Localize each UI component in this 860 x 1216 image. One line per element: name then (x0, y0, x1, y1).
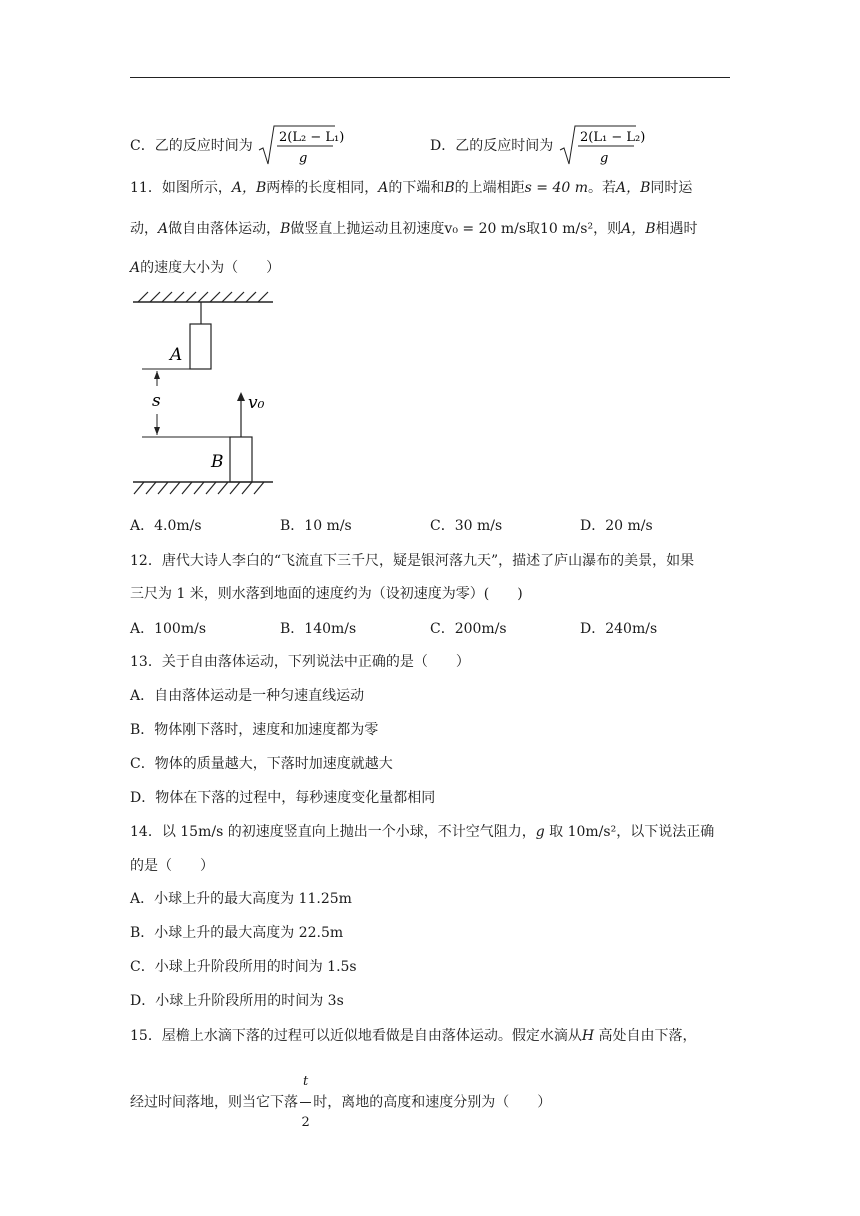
rod-a (190, 324, 211, 369)
q10-option-d (430, 124, 645, 168)
q15-stem-line2: 经过时间落地，则当它下落 $\frac{t}{2}$ 时，离地的高度和速度分别为（ ） (130, 1062, 551, 1143)
q14-stem-line2: 的是（ ） (130, 858, 214, 874)
q11-stem-line3: A的速度大小为（ ） (130, 260, 281, 276)
q12-option-d: D．240m/s (580, 621, 658, 637)
q11-option-c: C．30 m/s (430, 518, 503, 534)
q10-option-d-sqrt (558, 124, 645, 168)
q14-option-d: D．小球上升阶段所用的时间为 3s (130, 993, 344, 1009)
q10-option-d-text: D．乙的反应时间为 (430, 138, 554, 154)
q15-fraction-t-over-2: $\frac{t}{2}$ (300, 1062, 311, 1143)
q12-stem-line2: 三尺为 1 米，则水落到地面的速度约为（设初速度为零）( ) (130, 586, 523, 602)
q14-option-c: C．小球上升阶段所用的时间为 1.5s (130, 959, 357, 975)
v0-arrow (237, 392, 245, 401)
label-v0: v₀ (248, 393, 265, 413)
q12-option-a: A．100m/s (130, 621, 207, 637)
q10-option-c-sqrt (257, 124, 345, 168)
q13-option-d: D．物体在下落的过程中，每秒速度变化量都相同 (130, 790, 436, 806)
q13-option-a: A．自由落体运动是一种匀速直线运动 (130, 688, 365, 704)
q12-stem-line1: 12．唐代大诗人李白的“飞流直下三千尺，疑是银河落九天”，描述了庐山瀑布的美景，如果 (130, 553, 695, 569)
q14-option-a: A．小球上升的最大高度为 11.25m (130, 891, 352, 907)
q15-stem-line1: 15．屋檐上水滴下落的过程可以近似地看做是自由落体运动。假定水滴从H 高处自由下落， (130, 1028, 697, 1044)
label-a: A (170, 345, 183, 365)
q10-option-c-numerator: 2(L₂ − L₁) (279, 130, 345, 145)
q14-option-b: B．小球上升的最大高度为 22.5m (130, 925, 344, 941)
q14-stem-line1: 14．以 15m/s 的初速度竖直向上抛出一个小球，不计空气阻力，g 取 10m/s²，以下说法正确 (130, 824, 715, 840)
q10-option-c-text: C．乙的反应时间为 (130, 138, 253, 154)
q10-option-d-denominator: g (599, 151, 609, 166)
q11-stem-line1: 11．如图所示，A，B两棒的长度相同，A的下端和B的上端相距s = 40 m。若A，B同时运 (130, 180, 693, 196)
q11-option-a: A．4.0m/s (130, 518, 202, 534)
q10-option-c-denominator: g (299, 151, 308, 166)
label-b: B (211, 452, 224, 472)
q11-option-b: B．10 m/s (280, 518, 352, 534)
q11-option-d: D．20 m/s (580, 518, 653, 534)
q13-stem: 13．关于自由落体运动，下列说法中正确的是（ ） (130, 654, 470, 670)
q12-option-c: C．200m/s (430, 621, 507, 637)
rod-b (230, 437, 252, 482)
label-s: s (152, 391, 161, 411)
q10-option-d-numerator: 2(L₁ − L₂) (579, 130, 645, 145)
q12-option-b: B．140m/s (280, 621, 357, 637)
q10-option-c (130, 124, 345, 168)
q11-figure (128, 290, 278, 502)
header-rule (130, 77, 730, 78)
q13-option-c: C．物体的质量越大，下落时加速度就越大 (130, 756, 393, 772)
q11-stem-line2: 动，A做自由落体运动，B做竖直上抛运动且初速度v₀ = 20 m/s取10 m/s²，则A，B相遇时 (130, 221, 698, 237)
q13-option-b: B．物体刚下落时，速度和加速度都为零 (130, 722, 379, 738)
